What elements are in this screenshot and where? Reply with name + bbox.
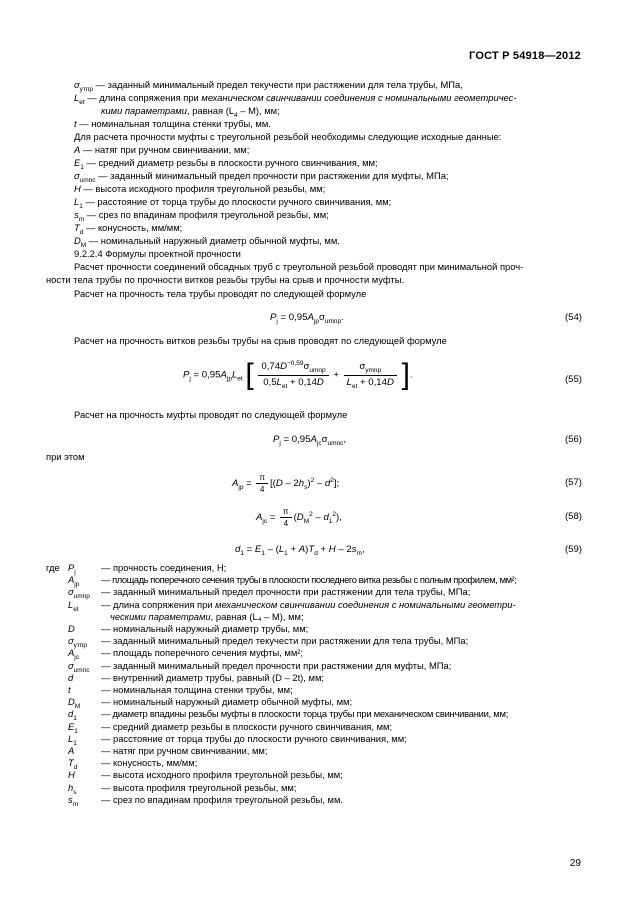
coupling-def-subscript: 1 bbox=[79, 202, 83, 210]
legend-description bbox=[101, 756, 197, 769]
legend-description bbox=[101, 732, 407, 745]
def-t: t — номинальная толщина стенки трубы, мм. bbox=[74, 118, 271, 129]
legend-description bbox=[101, 695, 352, 708]
legend-row bbox=[0, 744, 630, 757]
legend-symbol-subscript: 1 bbox=[73, 715, 77, 723]
legend-row bbox=[0, 732, 630, 745]
legend-symbol-letter: T bbox=[68, 757, 74, 769]
legend-row bbox=[0, 756, 630, 772]
legend-description bbox=[101, 622, 308, 635]
legend-symbol bbox=[68, 744, 98, 757]
legend-description bbox=[101, 634, 468, 647]
legend-text: — номинальная толщина стенки трубы, мм; bbox=[101, 684, 293, 695]
def-Let: $L_{et}$ — длина сопряжения при механическом свинчивании соединения с номинальными геометричес- bbox=[74, 92, 517, 106]
legend-symbol-subscript: m bbox=[72, 800, 79, 808]
legend-text: — площадь поперечного сечения трубы в плоскости последнего витка резьбы с полным профилем, мм²; bbox=[101, 574, 517, 586]
legend-symbol-letter: σ bbox=[68, 586, 74, 598]
legend-description bbox=[101, 707, 508, 720]
legend-symbol-subscript: j bbox=[74, 568, 76, 576]
legend-description bbox=[101, 683, 293, 696]
legend-symbol bbox=[68, 683, 98, 696]
paragraph-1-line-1: Расчет прочности соединений обсадных труб с треугольной резьбой проводят при минимальной проч- bbox=[74, 261, 524, 272]
legend-text: — натяг при ручном свинчивании, мм; bbox=[101, 745, 268, 756]
legend-description bbox=[101, 585, 470, 598]
coupling-def-symbol: σ bbox=[74, 170, 80, 181]
eq55-fraction-1: $\frac{0,74D^{-0,59}\sigma_{umnp}}{0,5L_{et} + 0,14D}$ bbox=[258, 360, 328, 390]
coupling-def-symbol: D bbox=[74, 235, 81, 246]
legend-description bbox=[101, 720, 392, 733]
legend-row bbox=[0, 561, 630, 574]
equation-59-number: (59) bbox=[564, 544, 582, 555]
legend-row bbox=[0, 573, 630, 589]
legend-description bbox=[110, 610, 304, 623]
coupling-def-subscript: m bbox=[78, 215, 85, 223]
legend-text: — диаметр впадины резьбы муфты в плоскости торца трубы при механическом свинчивании, мм; bbox=[101, 708, 509, 720]
coupling-def-text: — срез по впадинам профиля треугольной резьбы, мм; bbox=[84, 209, 329, 220]
legend-row bbox=[0, 671, 630, 684]
legend-symbol-letter: A bbox=[68, 647, 75, 659]
legend-row bbox=[0, 634, 630, 650]
legend-text: — расстояние от торца трубы до плоскости ручного свинчивания, мм; bbox=[101, 732, 407, 744]
legend-text: — конусность, мм/мм; bbox=[101, 757, 198, 769]
legend-row bbox=[0, 707, 630, 723]
def-Let-continuation: кими параметрами, равная $(L_4 - M)$, мм; bbox=[101, 105, 280, 119]
legend-text: — средний диаметр резьбы в плоскости ручного свинчивания, мм; bbox=[101, 720, 393, 732]
legend-symbol-letter: E bbox=[68, 720, 75, 732]
coupling-def-text: — средний диаметр резьбы в плоскости ручного свинчивания, мм; bbox=[83, 157, 378, 168]
legend-symbol-letter: D bbox=[68, 623, 75, 634]
legend-row bbox=[0, 683, 630, 696]
legend-symbol-subscript: M bbox=[74, 703, 81, 711]
equation-54-number: (54) bbox=[564, 312, 582, 323]
coupling-def-0 bbox=[74, 143, 582, 156]
coupling-def-text: — конусность, мм/мм; bbox=[83, 222, 183, 233]
coupling-def-text: — заданный минимальный предел прочности при растяжении для муфты, МПа; bbox=[95, 170, 449, 181]
coupling-def-text: — высота исходного профиля треугольной резьбы, мм; bbox=[80, 183, 326, 194]
legend-symbol-letter: d bbox=[68, 671, 74, 683]
legend-text: — номинальный наружный диаметр обычной муфты, мм; bbox=[101, 696, 353, 708]
legend-text: — внутренний диаметр трубы, равный (D – 2t), мм; bbox=[101, 671, 324, 683]
legend-symbol-subscript: umnc bbox=[73, 666, 90, 674]
legend-text: — высота профиля треугольной резьбы, мм; bbox=[101, 781, 297, 793]
section-title: 9.2.2.4 Формулы проектной прочности bbox=[74, 248, 241, 259]
equation-55-number: (55) bbox=[564, 374, 582, 385]
legend-description bbox=[101, 793, 343, 806]
legend-description bbox=[101, 561, 226, 574]
equation-56: $P_j = 0,95A_{jc}\sigma_{umnc}$, bbox=[273, 434, 347, 447]
legend-row bbox=[0, 720, 630, 733]
coupling-def-subscript: M bbox=[80, 241, 87, 249]
paragraph-3: Расчет на прочность витков резьбы трубы на срыв проводят по следующей формуле bbox=[74, 335, 447, 346]
coupling-def-3 bbox=[74, 182, 582, 195]
legend-symbol-letter: A bbox=[68, 574, 75, 586]
legend-symbol-letter: A bbox=[68, 745, 75, 756]
legend-row bbox=[0, 768, 630, 781]
equation-58: $A_{jc}$ = $\frac{\pi}{4}$ $(D_M^2 - d_1^2)$, bbox=[256, 507, 342, 528]
document-code: ГОСТ Р 54918—2012 bbox=[469, 50, 581, 62]
legend-row bbox=[0, 610, 630, 623]
legend-description bbox=[101, 671, 324, 684]
legend-symbol bbox=[68, 622, 98, 635]
legend-text: — длина сопряжения при bbox=[101, 598, 216, 610]
coupling-def-subscript: d bbox=[79, 228, 84, 236]
equation-56-number: (56) bbox=[564, 434, 582, 445]
paragraph-1-line-2: ности тела трубы по прочности витков резьбы трубы на срыв и прочности муфты. bbox=[46, 274, 405, 285]
legend-description bbox=[101, 573, 516, 586]
coupling-def-text: — номинальный наружный диаметр обычной муфты, мм. bbox=[86, 235, 340, 246]
legend-text: , равная (L₄ – M), мм; bbox=[210, 610, 304, 622]
coupling-def-subscript: 1 bbox=[80, 163, 84, 171]
legend-symbol-letter: σ bbox=[68, 659, 74, 671]
legend-row bbox=[0, 646, 630, 662]
legend-symbol-letter: σ bbox=[68, 635, 74, 647]
coupling-intro: Для расчета прочности муфты с треугольной резьбой необходимы следующие исходные данные: bbox=[74, 131, 502, 142]
paragraph-4: Расчет на прочность муфты проводят по следующей формуле bbox=[74, 409, 348, 420]
legend-italic: механическом свинчивании соединения с номинальными геометри- bbox=[215, 598, 516, 610]
legend-italic: ческими параметрами bbox=[110, 610, 211, 622]
legend-description bbox=[101, 659, 451, 672]
coupling-def-symbol: T bbox=[74, 222, 80, 233]
legend-symbol-subscript: s bbox=[73, 788, 77, 796]
legend-symbol-letter: D bbox=[68, 696, 75, 708]
coupling-def-subscript: umnc bbox=[79, 176, 96, 184]
legend-text: — площадь поперечного сечения муфты, мм²; bbox=[101, 647, 304, 659]
legend-text: — срез по впадинам профиля треугольной резьбы, мм. bbox=[101, 793, 344, 805]
legend-symbol-letter: s bbox=[68, 793, 73, 805]
legend-symbol-letter: t bbox=[68, 684, 71, 695]
equation-57-number: (57) bbox=[564, 477, 582, 488]
legend-symbol-subscript: 1 bbox=[74, 727, 78, 735]
equation-55: $P_j = 0,95A_{jp}L_{et}$ [ $\frac{0,74D^{-0,59}\sigma_{umnp}}{0,5L_{et} + 0,14D}$ + $\frac{\sigma_{ymnp}}{L_{et} + 0,14D}$ ]. bbox=[183, 358, 413, 391]
legend-symbol bbox=[68, 671, 98, 684]
legend-row bbox=[0, 659, 630, 672]
legend-description bbox=[101, 781, 296, 794]
legend-symbol-subscript: jp bbox=[74, 581, 80, 589]
coupling-def-text: — натяг при ручном свинчивании, мм; bbox=[80, 144, 250, 155]
legend-text: — заданный минимальный предел текучести при растяжении для тела трубы, МПа; bbox=[101, 635, 469, 647]
legend-symbol bbox=[68, 768, 98, 781]
legend-text: — заданный минимальный предел прочности при растяжении для тела трубы, МПа; bbox=[101, 586, 471, 598]
legend-symbol-letter: L bbox=[68, 732, 74, 744]
legend-description bbox=[101, 598, 516, 611]
legend-symbol bbox=[68, 793, 98, 811]
coupling-def-symbol: E bbox=[74, 157, 81, 168]
page-number: 29 bbox=[569, 858, 581, 869]
legend-row bbox=[0, 622, 630, 635]
legend-symbol-letter: L bbox=[68, 598, 74, 610]
legend-symbol-subscript: jc bbox=[74, 654, 79, 662]
legend-symbol-letter: P bbox=[68, 562, 75, 573]
coupling-def-symbol: H bbox=[74, 183, 81, 194]
equation-59: $d_1 = E_1 - (L_1 + A)T_d + H - 2s_m$, bbox=[235, 544, 365, 557]
legend-symbol-letter: d bbox=[68, 708, 74, 720]
legend-row bbox=[0, 695, 630, 711]
legend-text: — высота исходного профиля треугольной резьбы, мм; bbox=[101, 769, 343, 781]
legend-symbol-letter: h bbox=[68, 781, 74, 793]
legend-symbol-subscript: утпр bbox=[73, 642, 88, 650]
legend-symbol-subscript: et bbox=[73, 605, 79, 613]
coupling-def-symbol: s bbox=[74, 209, 79, 220]
legend-text: — номинальный наружный диаметр трубы, мм; bbox=[101, 623, 309, 634]
legend-row bbox=[0, 793, 630, 806]
legend-row bbox=[0, 585, 630, 601]
equation-58-number: (58) bbox=[564, 511, 582, 522]
legend-symbol-letter: H bbox=[68, 769, 75, 781]
legend-description bbox=[101, 646, 303, 659]
pri-etom: при этом bbox=[46, 451, 85, 462]
legend-text: — прочность соединения, Н; bbox=[101, 562, 227, 573]
coupling-def-text: — расстояние от торца трубы до плоскости ручного свинчивания, мм; bbox=[82, 196, 392, 207]
def-sigma-ytmp: $\sigma_{утпр}$ — заданный минимальный предел текучести при растяжении для тела трубы, МПа, bbox=[74, 79, 463, 93]
legend-description bbox=[101, 744, 267, 757]
equation-54: $P_j = 0,95A_{jp}\sigma_{umnp}$. bbox=[270, 312, 344, 325]
eq55-fraction-2: $\frac{\sigma_{ymnp}}{L_{et} + 0,14D}$ bbox=[344, 361, 397, 390]
legend-symbol-subscript: d bbox=[73, 764, 78, 772]
legend-row bbox=[0, 598, 630, 611]
legend-description bbox=[101, 768, 343, 781]
legend-symbol-subscript: 1 bbox=[73, 739, 77, 747]
legend-row bbox=[0, 781, 630, 794]
equation-57: $A_{jp}$ = $\frac{\pi}{4}$ $[(D - 2h_s)^2 - d^2]$; bbox=[232, 473, 340, 494]
where-label: где bbox=[46, 562, 60, 573]
coupling-def-symbol: A bbox=[74, 144, 81, 155]
legend-text: — заданный минимальный предел прочности при растяжении для муфты, МПа; bbox=[101, 659, 452, 671]
coupling-def-symbol: L bbox=[74, 196, 80, 207]
legend-symbol-subscript: umnp bbox=[73, 593, 90, 601]
paragraph-2: Расчет на прочность тела трубы проводят по следующей формуле bbox=[74, 288, 367, 299]
